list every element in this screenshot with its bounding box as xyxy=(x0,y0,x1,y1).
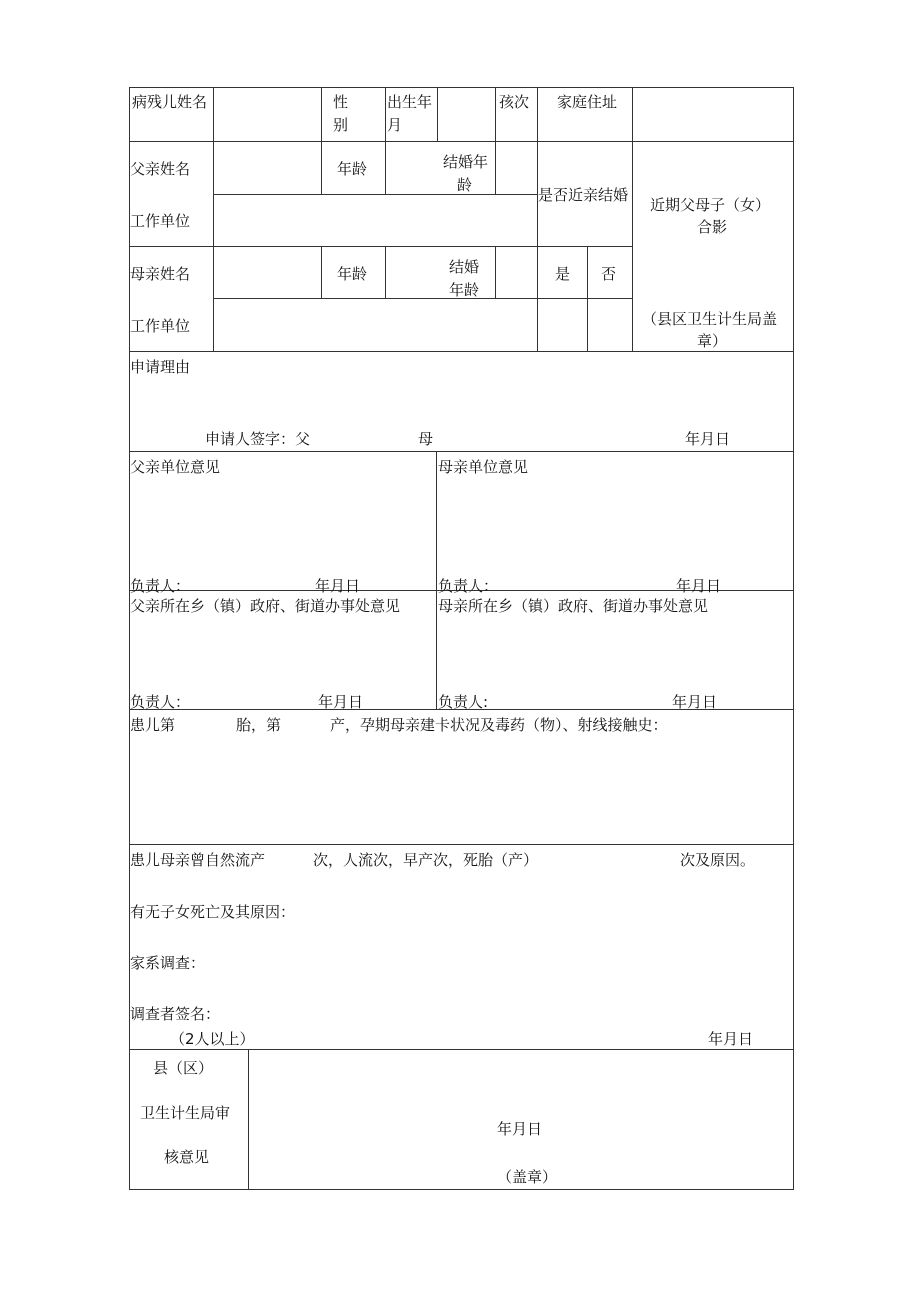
photo-stamp-line2: 章） xyxy=(697,332,728,350)
child-death-label: 有无子女死亡及其原因： xyxy=(130,903,296,921)
county-review-label-line1: 县（区） xyxy=(153,1059,214,1077)
col-line-2-top xyxy=(321,87,322,194)
line-row2-bottom xyxy=(213,194,537,195)
mother-township-person-in-charge: 负责人: xyxy=(438,693,489,711)
line-row4-bottom xyxy=(213,298,632,299)
mother-marriage-age-line1: 结婚 xyxy=(449,258,480,276)
abortion-part1: 患儿母亲曾自然流产 xyxy=(130,851,266,869)
father-name-label: 父亲姓名 xyxy=(130,160,191,178)
mother-township-date: 年月日 xyxy=(672,693,718,711)
father-township-date: 年月日 xyxy=(318,693,364,711)
father-unit-date: 年月日 xyxy=(315,577,361,595)
consanguineous-label: 是否近亲结婚 xyxy=(538,186,629,204)
investigator-count-label: （2人以上） xyxy=(170,1030,255,1048)
col-line-3-top xyxy=(385,87,386,194)
child-name-label: 病残儿姓名 xyxy=(132,93,208,111)
consanguineous-yes: 是 xyxy=(555,265,571,283)
consanguineous-no: 否 xyxy=(601,265,617,283)
applicant-signature-label: 申请人签字：父 xyxy=(205,430,311,448)
county-review-date-label: 年月日 xyxy=(497,1120,543,1138)
line-row1-bottom xyxy=(129,141,794,142)
col-line-3-bottom xyxy=(385,246,386,298)
col-line-7 xyxy=(587,246,588,351)
border-top xyxy=(129,87,794,88)
birth-label-line2: 月 xyxy=(387,116,403,134)
investigator-date-label: 年月日 xyxy=(708,1030,754,1048)
application-date-label: 年月日 xyxy=(685,430,731,448)
application-reason-label: 申请理由 xyxy=(130,358,191,376)
birth-order-label: 孩次 xyxy=(499,93,530,111)
mother-work-unit-label: 工作单位 xyxy=(130,317,191,335)
col-line-opinion-mid xyxy=(436,451,437,709)
father-marriage-age-line2: 龄 xyxy=(457,176,473,194)
investigator-sign-label: 调查者签名： xyxy=(130,1005,221,1023)
col-line-4 xyxy=(437,87,438,141)
father-township-person-in-charge: 负责人： xyxy=(130,693,191,711)
pregnancy-part2: 胎，第 xyxy=(236,716,282,734)
father-marriage-age-line1: 结婚年 xyxy=(443,153,489,171)
county-review-stamp-label: （盖章） xyxy=(497,1168,558,1186)
col-line-5-bottom xyxy=(495,246,496,298)
col-line-review xyxy=(248,1049,249,1190)
line-pregnancy-bottom xyxy=(129,844,794,845)
mother-marriage-age-line2: 年龄 xyxy=(449,281,480,299)
birth-label-line1: 出生年 xyxy=(387,93,433,111)
col-line-5-top xyxy=(495,87,496,194)
line-header-bottom xyxy=(129,351,794,352)
mother-unit-opinion-label: 母亲单位意见 xyxy=(438,458,529,476)
county-review-label-line3: 核意见 xyxy=(164,1148,210,1166)
gender-label-line2: 别 xyxy=(333,116,349,134)
pregnancy-part3: 产，孕期母亲建卡状况及毒药（物）、射线接触史： xyxy=(330,716,668,734)
col-line-6 xyxy=(537,87,538,351)
col-line-8 xyxy=(632,87,633,351)
father-unit-person-in-charge: 负责人： xyxy=(130,577,191,595)
abortion-part2: 次，人流次，早产次，死胎（产） xyxy=(313,851,539,869)
border-bottom xyxy=(129,1189,794,1190)
mother-age-label: 年龄 xyxy=(337,265,368,283)
father-work-unit-label: 工作单位 xyxy=(130,212,191,230)
father-age-label: 年龄 xyxy=(337,160,368,178)
father-unit-opinion-label: 父亲单位意见 xyxy=(130,458,221,476)
col-line-2-bottom xyxy=(321,246,322,298)
mother-township-opinion-label: 母亲所在乡（镇）政府、街道办事处意见 xyxy=(438,597,709,615)
photo-label-line2: 合影 xyxy=(697,218,728,236)
mother-name-label: 母亲姓名 xyxy=(130,265,191,283)
line-row3-bottom xyxy=(129,246,632,247)
photo-stamp-line1: （县区卫生计生局盖 xyxy=(642,310,778,328)
abortion-part3: 次及原因。 xyxy=(680,851,756,869)
mother-unit-person-in-charge: 负责人： xyxy=(438,577,499,595)
line-reason-bottom xyxy=(129,451,794,452)
father-township-opinion-label: 父亲所在乡（镇）政府、街道办事处意见 xyxy=(130,597,401,615)
border-right xyxy=(793,87,794,1190)
county-review-label-line2: 卫生计生局审 xyxy=(140,1104,231,1122)
pregnancy-part1: 患儿第 xyxy=(130,716,176,734)
family-survey-label: 家系调查： xyxy=(130,954,206,972)
applicant-mother-label: 母 xyxy=(418,430,434,448)
home-address-label: 家庭住址 xyxy=(557,93,618,111)
mother-unit-date: 年月日 xyxy=(676,577,722,595)
col-line-1 xyxy=(213,87,214,351)
gender-label-line1: 性 xyxy=(333,93,349,111)
photo-label-line1: 近期父母子（女） xyxy=(650,196,771,214)
